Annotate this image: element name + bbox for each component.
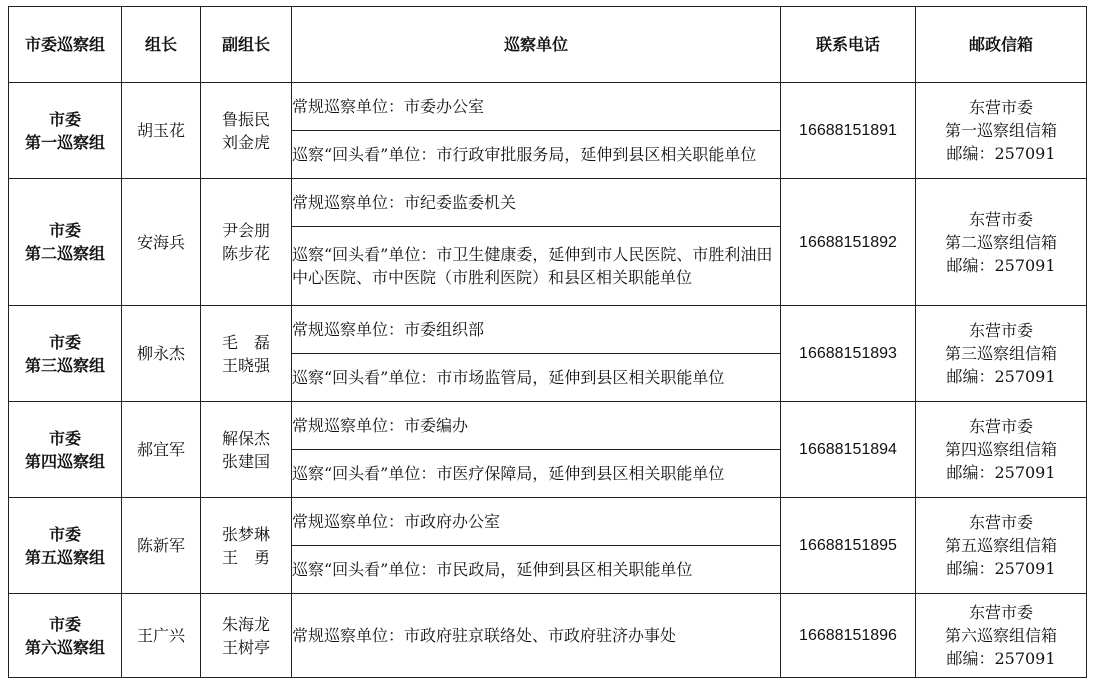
lookback-unit: 巡察“回头看”单位：市行政审批服务局，延伸到县区相关职能单位 xyxy=(292,131,781,179)
leader-name: 王广兴 xyxy=(122,594,201,678)
table-row xyxy=(9,594,1087,678)
header-mail: 邮政信箱 xyxy=(916,7,1087,83)
header-deputy: 副组长 xyxy=(201,7,292,83)
deputy-names: 毛 磊 王晓强 xyxy=(201,306,292,402)
phone-number: 16688151892 xyxy=(781,179,916,306)
mailbox: 东营市委 第三巡察组信箱 邮编：257091 xyxy=(916,306,1087,402)
lookback-unit: 巡察“回头看”单位：市医疗保障局，延伸到县区相关职能单位 xyxy=(292,450,781,498)
header-leader: 组长 xyxy=(122,7,201,83)
leader-name: 胡玉花 xyxy=(122,83,201,179)
regular-unit: 常规巡察单位：市纪委监委机关 xyxy=(292,179,781,227)
leader-name: 柳永杰 xyxy=(122,306,201,402)
table-row xyxy=(9,498,1087,546)
mailbox: 东营市委 第二巡察组信箱 邮编：257091 xyxy=(916,179,1087,306)
header-unit: 巡察单位 xyxy=(292,7,781,83)
table-row xyxy=(9,179,1087,227)
group-name: 市委 第一巡察组 xyxy=(9,83,122,179)
table-row xyxy=(9,402,1087,450)
leader-name: 陈新军 xyxy=(122,498,201,594)
table-row xyxy=(9,306,1087,354)
mailbox: 东营市委 第一巡察组信箱 邮编：257091 xyxy=(916,83,1087,179)
deputy-names: 解保杰 张建国 xyxy=(201,402,292,498)
regular-unit: 常规巡察单位：市政府办公室 xyxy=(292,498,781,546)
regular-unit: 常规巡察单位：市委编办 xyxy=(292,402,781,450)
deputy-names: 鲁振民 刘金虎 xyxy=(201,83,292,179)
leader-name: 郝宜军 xyxy=(122,402,201,498)
lookback-unit: 巡察“回头看”单位：市市场监管局，延伸到县区相关职能单位 xyxy=(292,354,781,402)
regular-unit: 常规巡察单位：市政府驻京联络处、市政府驻济办事处 xyxy=(292,594,781,678)
phone-number: 16688151894 xyxy=(781,402,916,498)
phone-number: 16688151895 xyxy=(781,498,916,594)
lookback-unit: 巡察“回头看”单位：市民政局，延伸到县区相关职能单位 xyxy=(292,546,781,594)
phone-number: 16688151893 xyxy=(781,306,916,402)
deputy-names: 尹会朋 陈步花 xyxy=(201,179,292,306)
mailbox: 东营市委 第五巡察组信箱 邮编：257091 xyxy=(916,498,1087,594)
leader-name: 安海兵 xyxy=(122,179,201,306)
mailbox: 东营市委 第六巡察组信箱 邮编：257091 xyxy=(916,594,1087,678)
phone-number: 16688151891 xyxy=(781,83,916,179)
group-name: 市委 第六巡察组 xyxy=(9,594,122,678)
table-header-row xyxy=(9,7,1087,83)
phone-number: 16688151896 xyxy=(781,594,916,678)
deputy-names: 张梦琳 王 勇 xyxy=(201,498,292,594)
header-phone: 联系电话 xyxy=(781,7,916,83)
inspection-team-table xyxy=(8,6,1087,678)
group-name: 市委 第四巡察组 xyxy=(9,402,122,498)
lookback-unit: 巡察“回头看”单位：市卫生健康委，延伸到市人民医院、市胜利油田中心医院、市中医院（市胜利医院）和县区相关职能单位 xyxy=(292,227,781,306)
group-name: 市委 第五巡察组 xyxy=(9,498,122,594)
mailbox: 东营市委 第四巡察组信箱 邮编：257091 xyxy=(916,402,1087,498)
deputy-names: 朱海龙 王树亭 xyxy=(201,594,292,678)
regular-unit: 常规巡察单位：市委组织部 xyxy=(292,306,781,354)
group-name: 市委 第三巡察组 xyxy=(9,306,122,402)
regular-unit: 常规巡察单位：市委办公室 xyxy=(292,83,781,131)
table-row xyxy=(9,83,1087,131)
header-group: 市委巡察组 xyxy=(9,7,122,83)
group-name: 市委 第二巡察组 xyxy=(9,179,122,306)
